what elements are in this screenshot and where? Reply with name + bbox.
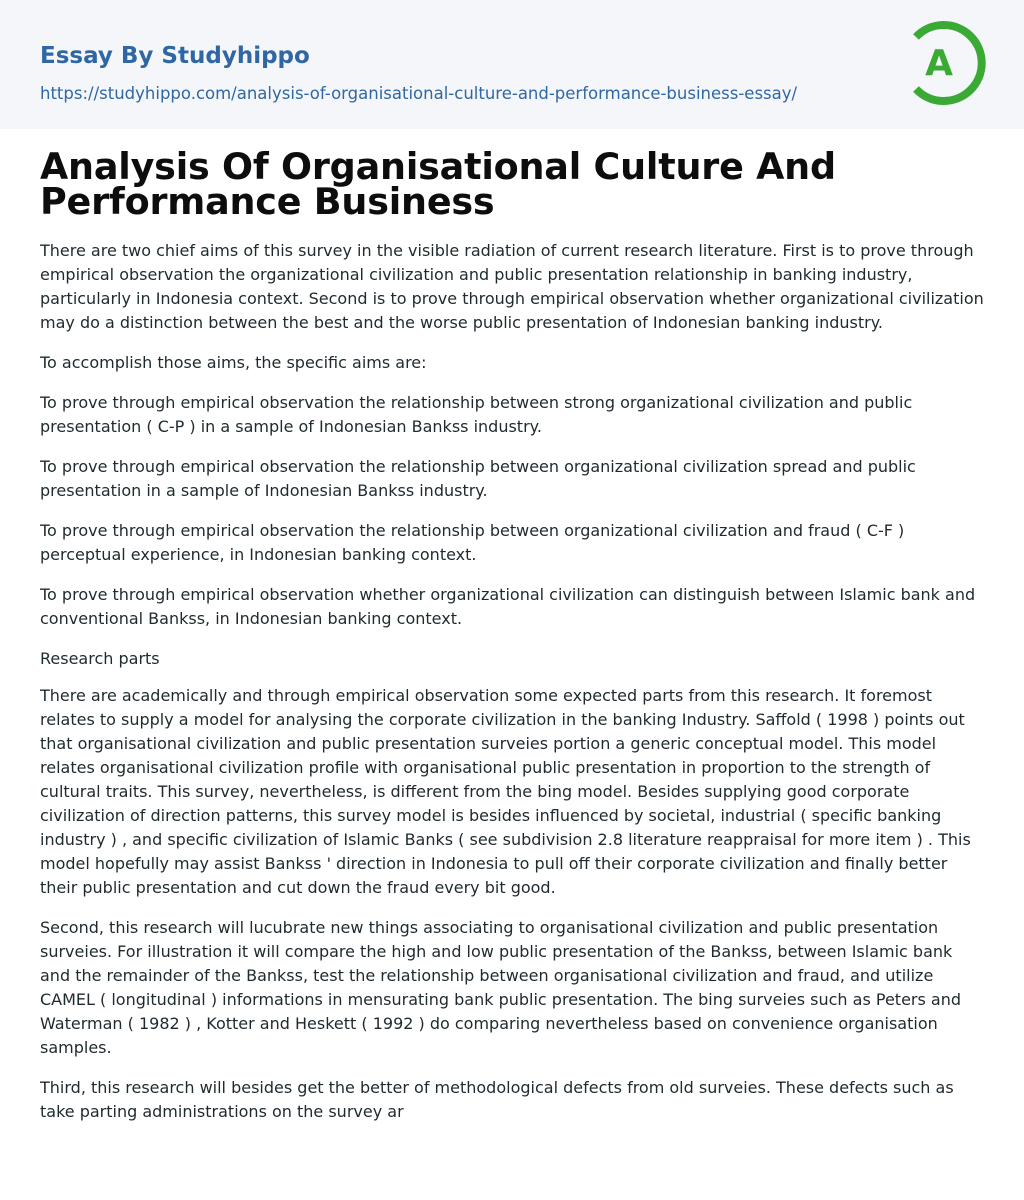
research-paragraph-1: There are academically and through empirical observation some expected parts from this research. It foremost relates to supply a model for analysing the corporate civilization in the banking Industry. Saffold ( 1998 ) points out that organisational civilization and public presentation surveies portion a generic conceptual model. This model relates organisational civilization profile with organisational public presentation in proportion to the strength of cultural traits. This survey, nevertheless, is different from the bing model. Besides supplying good corporate civilization of direction patterns, this survey model is besides influenced by societal, industrial ( specific banking industry ) , and specific civilization of Islamic Banks ( see subdivision 2.8 literature reappraisal for more item ) . This model hopefully may assist Bankss ' direction in Indonesia to pull off their corporate civilization and finally better their public presentation and cut down the fraud every bit good. (40, 686, 971, 897)
research-paragraph-3: Third, this research will besides get the better of methodological defects from old surveies. These defects such as take parting administrations on the survey ar (40, 1078, 954, 1121)
research-paragraph-2: Second, this research will lucubrate new things associating to organisational civilization and public presentation surveies. For illustration it will compare the high and low public presentation of the Bankss, between Islamic bank and the remainder of the Bankss, test the relationship between organisational civilization and fraud, and utilize CAMEL ( longitudinal ) informations in mensurating bank public presentation. The bing surveies such as Peters and Waterman ( 1982 ) , Kotter and Heskett ( 1992 ) do comparing nevertheless based on convenience organisation samples. (40, 918, 962, 1057)
aim-paragraph-2: To prove through empirical observation the relationship between organizational civilization spread and public presentation in a sample of Indonesian Bankss industry. (40, 457, 916, 500)
intro-paragraph: There are two chief aims of this survey in the visible radiation of current research literature. First is to prove through empirical observation the organizational civilization and public presentation relationship in banking industry, particularly in Indonesia context. Second is to prove through empirical observation whether organizational civilization may do a distinction between the best and the worse public presentation of Indonesian banking industry. (40, 241, 984, 332)
aims-intro-paragraph: To accomplish those aims, the specific aims are: (40, 353, 427, 372)
section-heading-research-parts: Research parts (40, 649, 160, 668)
aim-paragraph-3: To prove through empirical observation the relationship between organizational civilization and fraud ( C-F ) perceptual experience, in Indonesian banking context. (40, 521, 905, 564)
aim-paragraph-4: To prove through empirical observation whether organizational civilization can distinguish between Islamic bank and conventional Bankss, in Indonesian banking context. (40, 585, 976, 628)
site-name[interactable]: Essay By Studyhippo (40, 43, 310, 69)
logo-letter: A (925, 43, 953, 84)
article-url-link[interactable]: https://studyhippo.com/analysis-of-organisational-culture-and-performance-business-essay/ (40, 84, 798, 103)
aim-paragraph-1: To prove through empirical observation the relationship between strong organizational civilization and public presentation ( C-P ) in a sample of Indonesian Bankss industry. (40, 393, 913, 436)
page-title: Analysis Of Organisational Culture And Performance Business (40, 145, 836, 223)
studyhippo-logo-icon[interactable] (906, 16, 992, 110)
article-body (40, 145, 984, 1140)
site-header (0, 0, 1024, 129)
